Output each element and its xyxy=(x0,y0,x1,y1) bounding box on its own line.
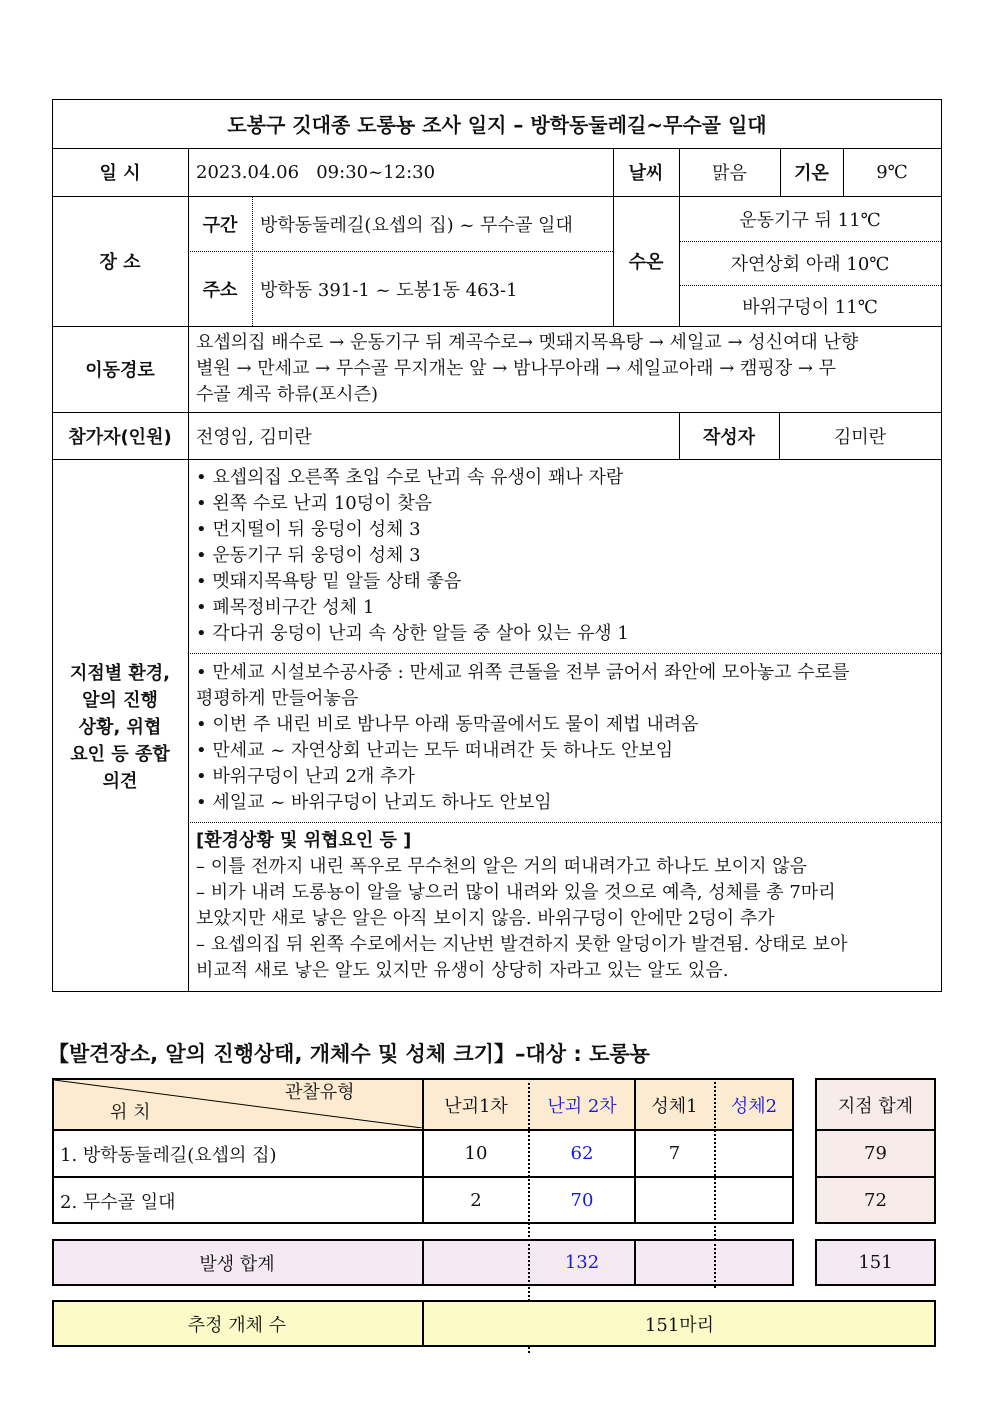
list-item: • 왼쪽 수로 난괴 10덩이 찾음 xyxy=(196,493,433,514)
opinion-label: 지점별 환경, 알의 진행 상황, 위협 요인 등 종합 의견 xyxy=(69,663,171,792)
route-label: 이동경로 xyxy=(85,360,155,381)
air-temp-value: 9℃ xyxy=(876,161,908,183)
site-total-value: 79 xyxy=(864,1143,887,1164)
env-line: – 요셉의집 뒤 왼쪽 수로에서는 지난번 발견하지 못한 알덩이가 발견됨. 상태로 보아 xyxy=(196,934,848,955)
list-item: • 이번 주 내린 비로 밤나무 아래 동막골에서도 물이 제법 내려옴 xyxy=(196,714,699,735)
estimate-label: 추정 개체 수 xyxy=(187,1314,287,1336)
route-line: 별원 → 만세교 → 무수골 무지개논 앞 → 밤나무아래 → 세일교아래 → 캠핑장 → 무 xyxy=(196,358,837,379)
row-value: 2 xyxy=(470,1190,482,1211)
place-label: 장 소 xyxy=(99,252,141,273)
water-temp-2: 자연상회 아래 10℃ xyxy=(730,254,890,275)
row-value: 70 xyxy=(570,1190,594,1211)
column-header: 성체1 xyxy=(651,1096,698,1117)
occurrence-total-label: 발생 합계 xyxy=(199,1253,275,1275)
row-location: 1. 방학동둘레길(요셉의 집) xyxy=(60,1144,277,1166)
env-line: – 비가 내려 도롱뇽이 알을 낳으러 많이 내려와 있을 것으로 예측, 성체를 총 7마리 xyxy=(196,882,836,903)
water-temp-label: 수온 xyxy=(628,252,664,273)
site-total-header: 지점 합계 xyxy=(837,1096,914,1117)
occurrence-value xyxy=(714,1239,794,1286)
row-value: 7 xyxy=(668,1143,681,1164)
water-temp-3: 바위구덩이 11℃ xyxy=(742,296,878,318)
site-total-value: 72 xyxy=(864,1190,887,1211)
occurrence-value xyxy=(635,1239,714,1286)
water-temp-1: 운동기구 뒤 11℃ xyxy=(739,209,881,231)
list-item: • 먼지떨이 뒤 웅덩이 성체 3 xyxy=(196,519,421,540)
occurrence-value: 132 xyxy=(564,1252,600,1273)
date-value: 2023.04.06 09:30~12:30 xyxy=(196,161,436,183)
occurrence-grand-total: 151 xyxy=(858,1252,893,1273)
list-item: • 세일교 ~ 바위구덩이 난괴도 하나도 안보임 xyxy=(196,792,552,813)
author-value: 김미란 xyxy=(833,426,887,448)
row-value: 10 xyxy=(464,1143,488,1164)
row-value xyxy=(635,1177,714,1224)
list-item: • 운동기구 뒤 웅덩이 성체 3 xyxy=(196,545,421,566)
env-line: 비교적 새로 낳은 알도 있지만 유생이 상당히 자라고 있는 알도 있음. xyxy=(196,960,729,981)
list-item: • 만세교 ~ 자연상회 난괴는 모두 떠내려간 듯 하나도 안보임 xyxy=(196,740,674,761)
page-title: 도봉구 깃대종 도롱뇽 조사 일지 – 방학동둘레길~무수골 일대 xyxy=(227,113,767,137)
list-item: • 각다귀 웅덩이 난괴 속 상한 알들 중 살아 있는 유생 1 xyxy=(196,623,629,644)
author-label: 작성자 xyxy=(702,426,756,448)
list-item: • 멧돼지목욕탕 밑 알들 상태 좋음 xyxy=(196,571,462,592)
list-item: 평평하게 만들어놓음 xyxy=(196,688,359,709)
section-value: 방학동둘레길(요셉의 집) ~ 무수골 일대 xyxy=(260,214,573,236)
address-value: 방학동 391-1 ~ 도봉1동 463-1 xyxy=(260,279,518,301)
address-label: 주소 xyxy=(202,279,238,301)
list-item: • 폐목정비구간 성체 1 xyxy=(196,597,375,618)
header-type: 관찰유형 xyxy=(285,1082,355,1103)
env-line: 보았지만 새로 낳은 알은 아직 보이지 않음. 바위구덩이 안에만 2덩이 추가 xyxy=(196,908,775,929)
row-value xyxy=(714,1177,794,1224)
column-header: 성체2 xyxy=(730,1096,778,1117)
env-heading: [환경상황 및 위협요인 등 ] xyxy=(196,830,412,851)
weather-value: 맑음 xyxy=(712,163,747,184)
air-temp-label: 기온 xyxy=(794,163,829,184)
route-line: 요셉의집 배수로 → 운동기구 뒤 계곡수로→ 멧돼지목욕탕 → 세일교 → 성신여대 난향 xyxy=(196,332,859,353)
row-location: 2. 무수골 일대 xyxy=(60,1191,176,1213)
summary-heading: 【발견장소, 알의 진행상태, 개체수 및 성체 크기】–대상 : 도롱뇽 xyxy=(48,1042,650,1066)
column-header: 난괴1차 xyxy=(444,1096,508,1117)
list-item: • 요셉의집 오른쪽 초입 수로 난괴 속 유생이 꽤나 자람 xyxy=(196,467,624,488)
section-label: 구간 xyxy=(202,214,238,236)
estimate-value: 151마리 xyxy=(644,1314,715,1336)
list-item: • 바위구덩이 난괴 2개 추가 xyxy=(196,766,415,787)
row-value xyxy=(714,1130,794,1177)
date-label: 일 시 xyxy=(99,163,141,184)
participants-value: 전영임, 김미란 xyxy=(196,426,312,448)
column-header: 난괴 2차 xyxy=(547,1096,617,1117)
env-line: – 이틀 전까지 내린 폭우로 무수천의 알은 거의 떠내려가고 하나도 보이지 않음 xyxy=(196,856,807,877)
route-line: 수골 계곡 하류(포시즌) xyxy=(196,384,378,405)
participants-label: 참가자(인원) xyxy=(68,426,172,448)
list-item: • 만세교 시설보수공사중 : 만세교 위쪽 큰돌을 전부 긁어서 좌안에 모아놓고 수로를 xyxy=(196,662,850,683)
header-location: 위 치 xyxy=(110,1102,151,1123)
occurrence-value xyxy=(423,1239,529,1286)
row-value: 62 xyxy=(570,1143,594,1164)
weather-label: 날씨 xyxy=(628,163,664,184)
